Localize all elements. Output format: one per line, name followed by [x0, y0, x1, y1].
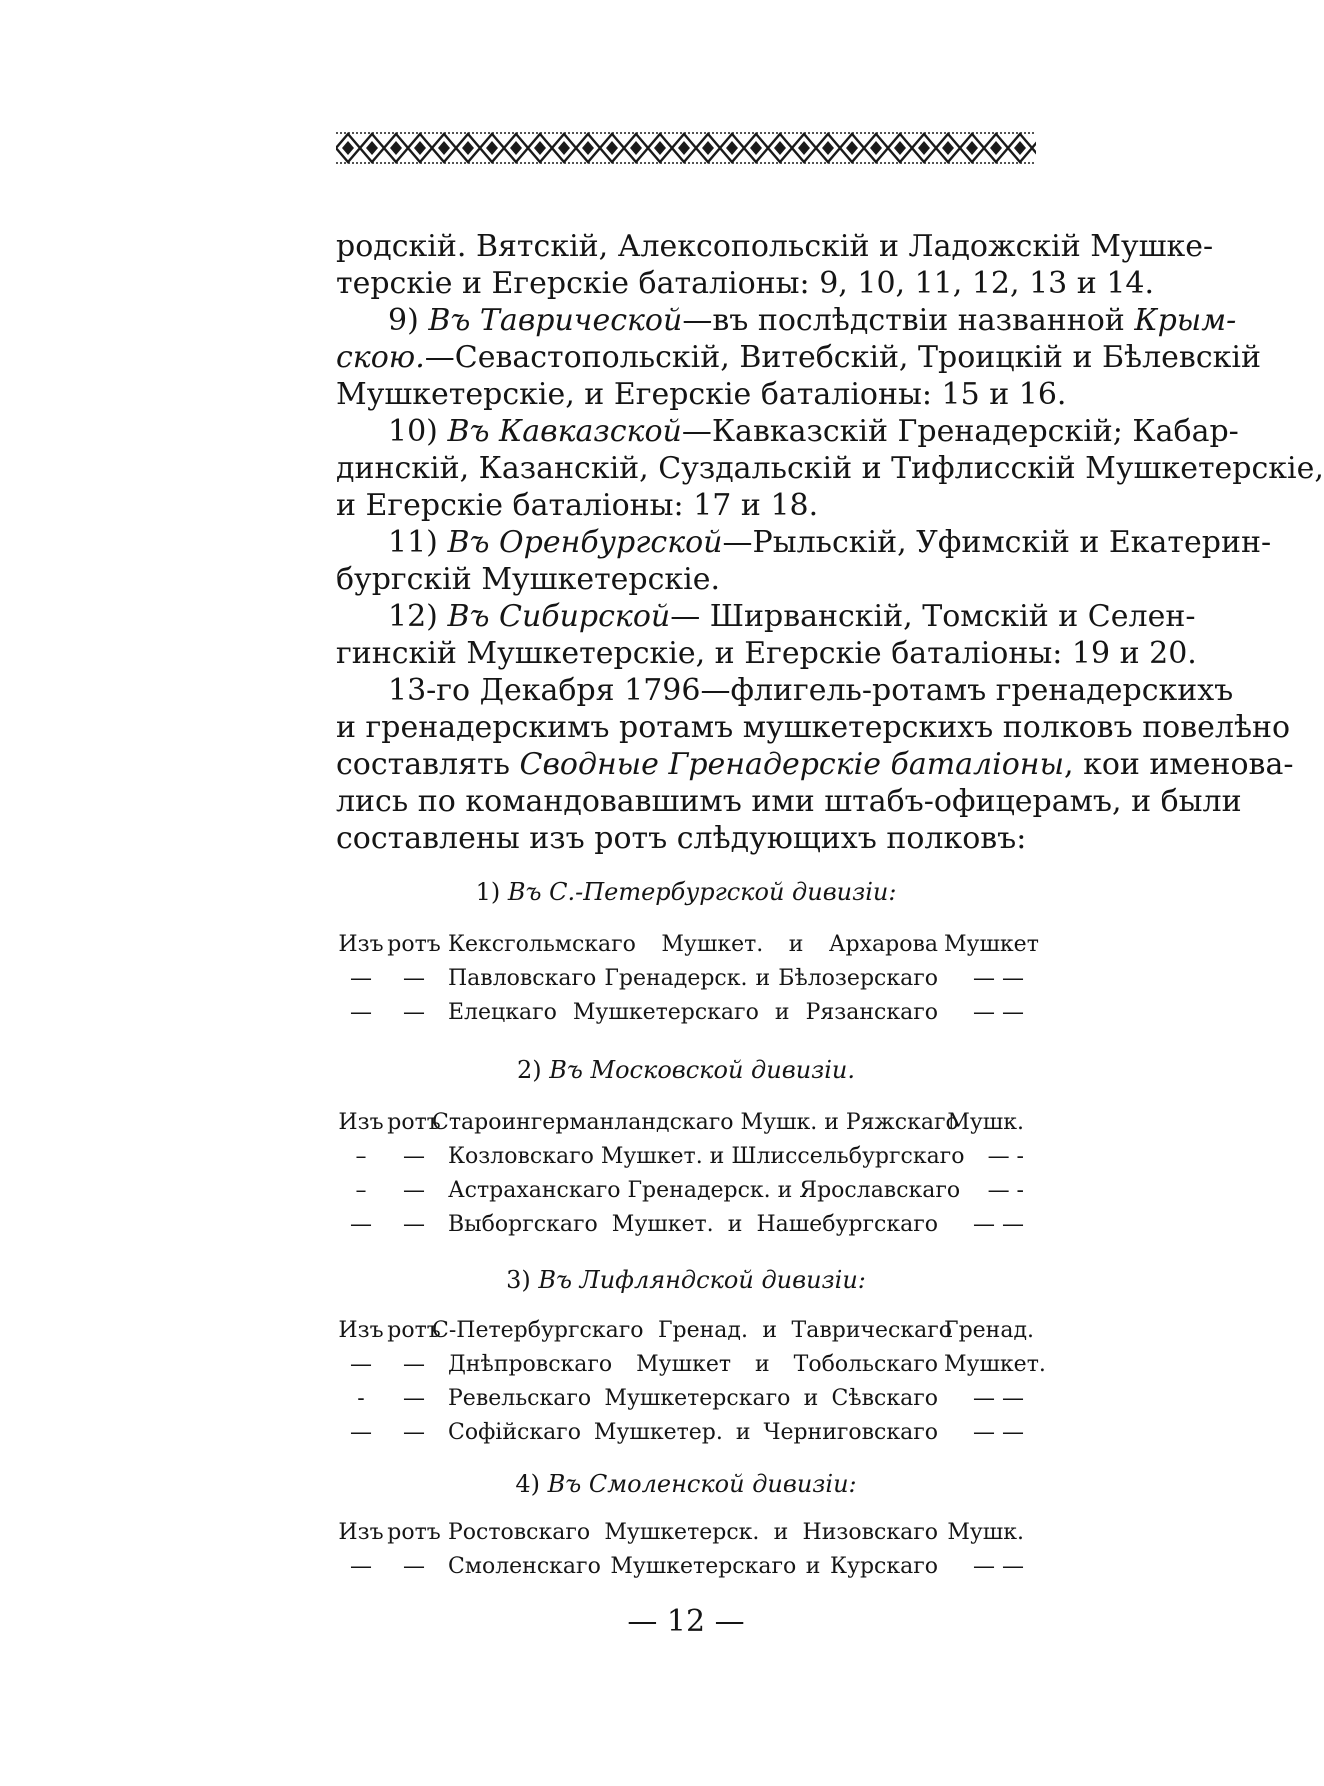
paragraph-continuation: [336, 228, 1214, 302]
province-name: Въ Таврической: [428, 303, 683, 338]
text-line: и гренадерскимъ ротамъ мушкетерскихъ полковъ повелѣно: [336, 710, 1291, 745]
table-row: — — Выборгскаго Мушкет. и Нашебургскаго — —: [350, 1212, 1024, 1237]
text-run: —Рыльскій, Уфимскій и Екатерин-: [722, 525, 1272, 560]
text-run: составлять: [336, 747, 510, 782]
text-line: родскій. Вятскій, Алексопольскій и Ладожскій Мушке-: [336, 229, 1214, 264]
paragraph-taurida: [336, 302, 1261, 413]
paragraph-orenburg: [336, 524, 1272, 598]
paragraph-siberia: [336, 598, 1197, 672]
table-row: Изъ ротъ Староингерманландскаго Мушк. и Ряжскаго Мушк.: [338, 1110, 1024, 1135]
text-line: [336, 339, 1261, 376]
province-alt-name: Крым-: [1134, 303, 1237, 338]
text-line: [336, 746, 1294, 783]
text-line: [336, 413, 1239, 450]
item-number: 11): [388, 525, 438, 560]
table-row: — — Днѣпровскаго Мушкет и Тобольскаго Мушкет.: [350, 1352, 1046, 1377]
text-line: и Егерскіе баталіоны: 17 и 18.: [336, 488, 819, 523]
table-row: — — Елецкаго Мушкетерскаго и Рязанскаго — —: [350, 1000, 1024, 1025]
province-alt-name-end: скою.: [336, 340, 425, 375]
table-row: — — Павловскаго Гренадерск. и Бѣлозерскаго — —: [350, 966, 1024, 991]
ornamental-header-band: [336, 130, 1036, 166]
item-number: 12): [388, 599, 438, 634]
text-run: —въ послѣдствіи названной: [682, 303, 1125, 338]
table-row: — — Смоленскаго Мушкетерскаго и Курскаго — —: [350, 1554, 1024, 1579]
table-row: - — Ревельскаго Мушкетерскаго и Сѣвскаго — —: [357, 1386, 1024, 1411]
text-line: составлены изъ ротъ слѣдующихъ полковъ:: [336, 821, 1027, 856]
text-line: лись по командовавшимъ ими штабъ-офицерамъ, и были: [336, 784, 1242, 819]
division-heading: 1) Въ С.-Петербургской дивизіи:: [475, 878, 897, 906]
text-line: динскій, Казанскій, Суздальскій и Тифлисскій Мушкетерскіе,: [336, 451, 1324, 486]
division-heading: 3) Въ Лифляндской дивизіи:: [506, 1266, 866, 1294]
text-run: —Кавказскій Гренадерскій; Кабар-: [681, 414, 1239, 449]
battalion-term: Сводные Гренадерскіе баталіоны: [519, 747, 1064, 782]
province-name: Въ Сибирской: [447, 599, 671, 634]
text-line: гинскій Мушкетерскіе, и Егерскіе баталіоны: 19 и 20.: [336, 636, 1197, 671]
text-run: , кои именова-: [1064, 747, 1294, 782]
table-row: Изъ ротъ Ростовскаго Мушкетерск. и Низовскаго Мушк.: [338, 1520, 1024, 1545]
text-line: терскіе и Егерскіе баталіоны: 9, 10, 11, 12, 13 и 14.: [336, 266, 1155, 301]
text-run: — Ширванскій, Томскій и Селен-: [670, 599, 1196, 634]
paragraph-caucasus: [336, 413, 1324, 524]
table-row: — — Софійскаго Мушкетер. и Черниговскаго — —: [350, 1420, 1024, 1445]
table-row: Изъ ротъ Кексгольмскаго Мушкет. и Архарова Мушкет: [338, 932, 1039, 957]
province-name: Въ Оренбургской: [447, 525, 723, 560]
text-line: бургскій Мушкетерскіе.: [336, 562, 721, 597]
text-line: Мушкетерскіе, и Егерскіе баталіоны: 15 и 16.: [336, 377, 1067, 412]
division-heading: 4) Въ Смоленской дивизіи:: [515, 1470, 857, 1498]
paragraph-decree-1796: [336, 672, 1294, 857]
province-name: Въ Кавказской: [447, 414, 682, 449]
table-row: – — Астраханскаго Гренадерск. и Ярославскаго — -: [355, 1178, 1024, 1203]
text-line: 13-го Декабря 1796—флигель-ротамъ гренадерскихъ: [388, 673, 1234, 708]
text-line: [336, 524, 1272, 561]
text-line: [336, 598, 1196, 635]
page-number: — 12 —: [627, 1604, 745, 1639]
item-number: 9): [388, 303, 419, 338]
table-row: Изъ ротъ С-Петербургскаго Гренад. и Таврическаго Гренад.: [338, 1318, 1034, 1343]
text-line: [336, 302, 1237, 339]
text-run: —Севастопольскій, Витебскій, Троицкій и Бѣлевскій: [424, 340, 1261, 375]
table-row: – — Козловскаго Мушкет. и Шлиссельбургскаго — -: [355, 1144, 1024, 1169]
item-number: 10): [388, 414, 438, 449]
division-heading: 2) Въ Московской дивизіи.: [516, 1056, 855, 1084]
